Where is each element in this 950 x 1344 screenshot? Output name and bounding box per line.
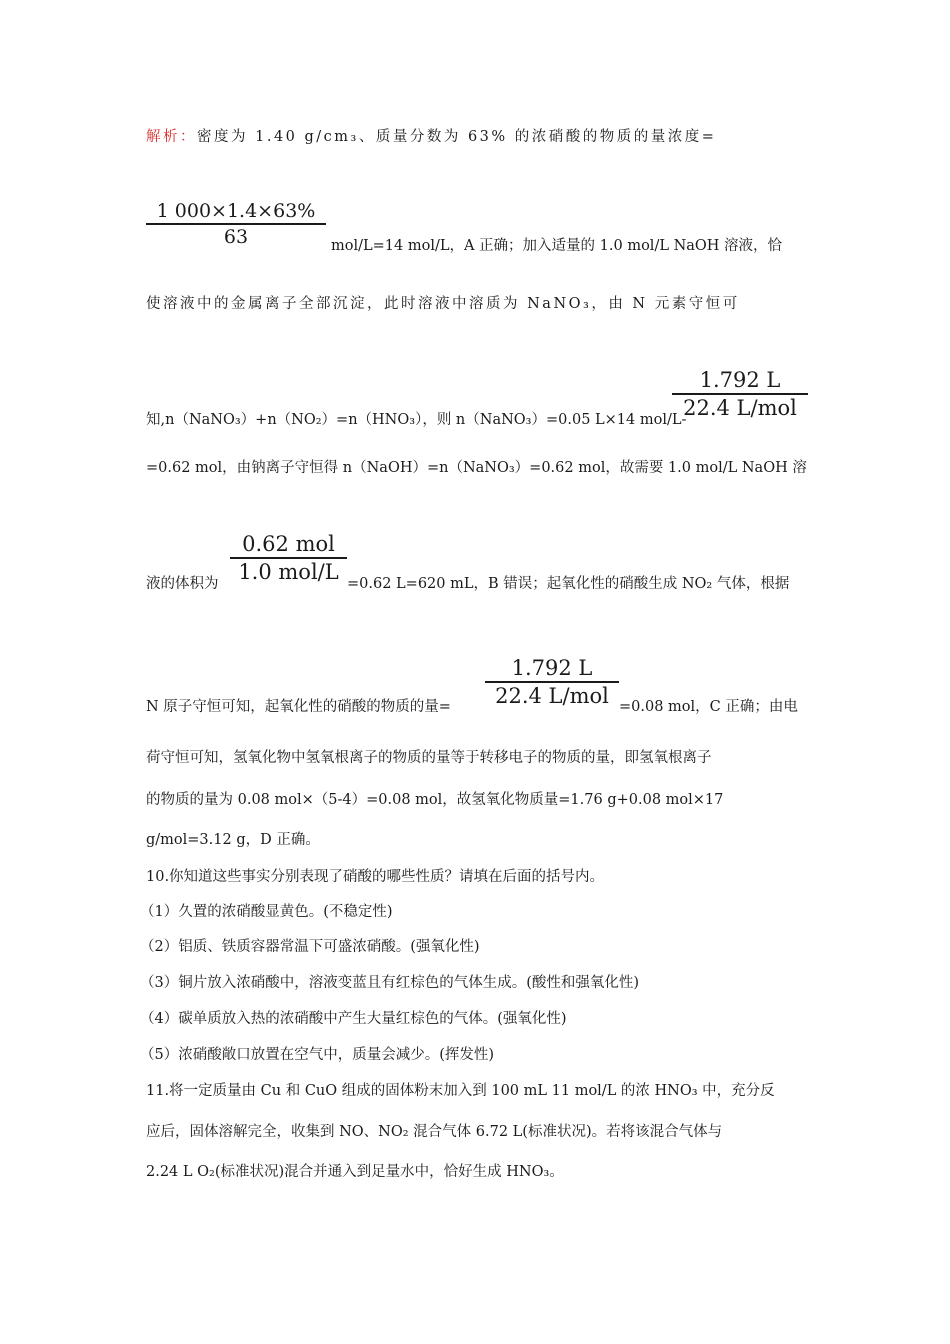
fraction-bar xyxy=(146,223,326,225)
fraction-numerator: 1 000×1.4×63% xyxy=(156,200,316,222)
fraction-denominator: 63 xyxy=(223,225,249,248)
question-10-item: （5）浓硝酸敞口放置在空气中，质量会减少。(挥发性) xyxy=(140,1047,495,1063)
fraction-oxidizing-acid xyxy=(485,656,619,708)
fraction-denominator: 1.0 mol/L xyxy=(238,559,339,584)
fraction-bar xyxy=(485,681,619,683)
fraction-numerator: 0.62 mol xyxy=(242,532,335,556)
analysis-label: 解析： xyxy=(146,129,197,145)
analysis-line-10: g/mol=3.12 g，D 正确。 xyxy=(146,832,320,848)
analysis-text-1: 密度为 1.40 g/cm₃、质量分数为 63% 的浓硝酸的物质的量浓度= xyxy=(197,129,717,145)
fraction-no2-moles xyxy=(672,368,808,420)
fraction-naoh-volume xyxy=(230,532,347,584)
analysis-line-6b: =0.62 L=620 mL，B 错误；起氧化性的硝酸生成 NO₂ 气体，根据 xyxy=(347,576,790,592)
fraction-bar xyxy=(672,393,808,395)
analysis-line-1 xyxy=(146,127,806,147)
analysis-line-5: =0.62 mol，由钠离子守恒得 n（NaOH）=n（NaNO₃）=0.62 mol，故需要 1.0 mol/L NaOH 溶 xyxy=(146,460,807,476)
analysis-line-4: 知,n（NaNO₃）+n（NO₂）=n（HNO₃），则 n（NaNO₃）=0.05 L×14 mol/L- xyxy=(146,412,687,428)
fraction-numerator: 1.792 L xyxy=(511,656,593,680)
fraction-bar xyxy=(230,557,347,559)
analysis-line-8: 荷守恒可知，氢氧化物中氢氧根离子的物质的量等于转移电子的物质的量，即氢氧根离子 xyxy=(146,750,712,766)
question-10-title: 10.你知道这些事实分别表现了硝酸的哪些性质？请填在后面的括号内。 xyxy=(146,869,605,885)
analysis-line-7a: N 原子守恒可知，起氧化性的硝酸的物质的量= xyxy=(146,699,451,715)
question-11-line-1: 11.将一定质量由 Cu 和 CuO 组成的固体粉末加入到 100 mL 11 mol/L 的浓 HNO₃ 中，充分反 xyxy=(146,1083,775,1099)
fraction-numerator: 1.792 L xyxy=(699,368,781,392)
analysis-line-6a: 液的体积为 xyxy=(146,576,219,592)
analysis-line-9: 的物质的量为 0.08 mol×（5-4）=0.08 mol，故氢氧化物质量=1.76 g+0.08 mol×17 xyxy=(146,792,724,808)
question-11-line-2: 应后，固体溶解完全，收集到 NO、NO₂ 混合气体 6.72 L(标准状况)。若将该混合气体与 xyxy=(146,1124,723,1140)
fraction-denominator: 22.4 L/mol xyxy=(683,395,797,420)
analysis-line-7b: =0.08 mol，C 正确；由电 xyxy=(619,699,798,715)
fraction-concentration xyxy=(146,200,326,248)
fraction-denominator: 22.4 L/mol xyxy=(495,683,609,708)
question-10-item: （4）碳单质放入热的浓硝酸中产生大量红棕色的气体。(强氧化性) xyxy=(140,1011,567,1027)
question-11-line-3: 2.24 L O₂(标准状况)混合并通入到足量水中，恰好生成 HNO₃。 xyxy=(146,1164,564,1180)
question-10-item: （3）铜片放入浓硝酸中，溶液变蓝且有红棕色的气体生成。(酸性和强氧化性) xyxy=(140,975,640,991)
analysis-line-3: 使溶液中的金属离子全部沉淀，此时溶液中溶质为 NaNO₃，由 N 元素守恒可 xyxy=(146,296,740,312)
question-10-item: （2）铝质、铁质容器常温下可盛浓硝酸。(强氧化性) xyxy=(140,939,480,955)
analysis-line-2: mol/L=14 mol/L，A 正确；加入适量的 1.0 mol/L NaOH 溶液，恰 xyxy=(331,238,783,254)
question-10-item: （1）久置的浓硝酸显黄色。(不稳定性) xyxy=(140,904,393,920)
